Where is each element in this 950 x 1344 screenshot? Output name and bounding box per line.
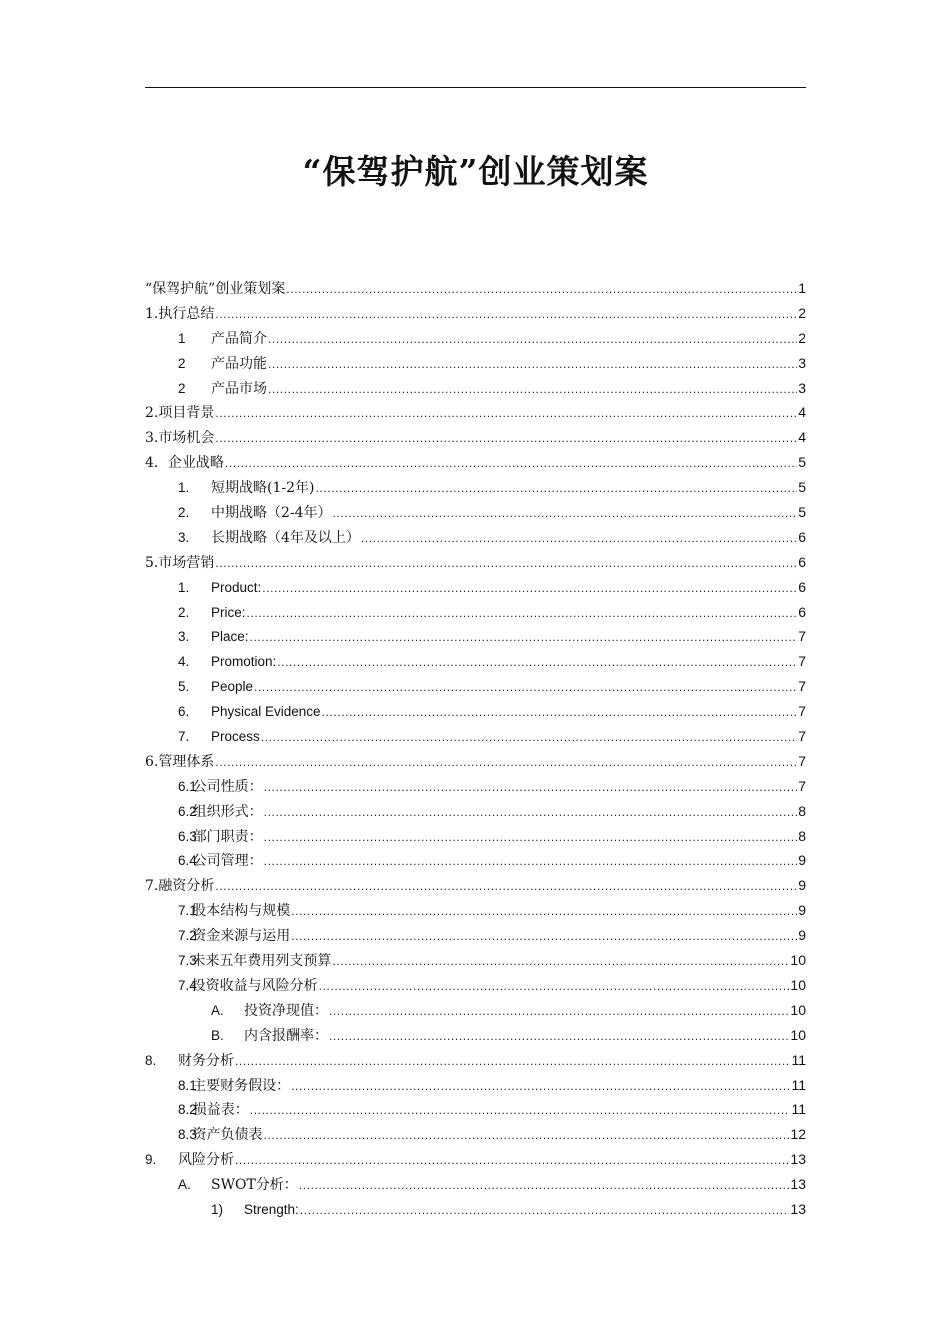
dot-leader <box>291 899 797 924</box>
toc-page-number: 9 <box>798 852 806 869</box>
dot-leader <box>264 800 798 825</box>
dot-leader <box>215 426 797 451</box>
toc-page-number: 4 <box>798 404 806 421</box>
dot-leader <box>300 1198 790 1223</box>
dot-leader <box>250 1098 791 1123</box>
toc-entry[interactable] <box>145 1122 806 1147</box>
toc-entry-title: 未来五年费用列支预算 <box>191 953 332 970</box>
toc-entry-title: Place: <box>211 629 249 645</box>
toc-page-number: 10 <box>790 1026 806 1043</box>
toc-entry[interactable] <box>145 998 806 1023</box>
toc-page-number: 13 <box>790 1151 806 1168</box>
toc-entry-number: 8.1 <box>178 1077 197 1093</box>
toc-entry-number: 6.3 <box>178 828 197 844</box>
toc-entry-number: 1 <box>178 330 186 346</box>
dot-leader <box>361 526 797 551</box>
toc-entry-number: 7.4 <box>178 977 197 993</box>
toc-entry-title: 公司管理： <box>192 853 263 870</box>
toc-entry-number: 2 <box>178 355 186 371</box>
toc-entry[interactable] <box>145 301 806 326</box>
toc-entry[interactable] <box>145 1048 806 1073</box>
dot-leader <box>329 999 789 1024</box>
toc-entry[interactable] <box>145 400 806 425</box>
toc-page-number: 6 <box>798 553 806 570</box>
toc-entry[interactable] <box>145 376 806 401</box>
toc-entry-number: 6. <box>178 704 190 720</box>
dot-leader <box>329 1024 789 1049</box>
toc-entry[interactable] <box>145 475 806 500</box>
dot-leader <box>268 327 797 352</box>
toc-page-number: 7 <box>798 752 806 769</box>
toc-page-number: 13 <box>790 1200 806 1217</box>
toc-entry-title: Price: <box>211 604 246 620</box>
toc-entry-number: 7.2 <box>178 928 197 944</box>
toc-entry-number: B. <box>211 1027 224 1043</box>
toc-entry-title: 产品市场 <box>211 380 267 397</box>
toc-page-number: 9 <box>798 927 806 944</box>
toc-entry[interactable] <box>145 351 806 376</box>
toc-entry[interactable] <box>145 848 806 873</box>
toc-entry[interactable] <box>145 1073 806 1098</box>
dot-leader <box>225 451 797 476</box>
toc-entry-title: Physical Evidence <box>211 704 321 720</box>
toc-entry[interactable] <box>145 600 806 625</box>
toc-entry-title: 产品功能 <box>211 355 267 372</box>
dot-leader <box>235 1049 790 1074</box>
toc-entry[interactable] <box>145 1097 806 1122</box>
dot-leader <box>319 974 790 999</box>
toc-entry-number: 3. <box>178 529 190 545</box>
toc-entry-title: 长期战略（4年及以上） <box>211 529 360 546</box>
toc-entry-title: 中期战略（2-4年） <box>211 505 332 522</box>
toc-page-number: 7 <box>798 678 806 695</box>
dot-leader <box>235 1148 789 1173</box>
dot-leader <box>264 1123 790 1148</box>
toc-entry-number: 2. <box>178 604 190 620</box>
toc-entry-title: 内含报酬率： <box>244 1027 328 1044</box>
toc-page-number: 9 <box>798 877 806 894</box>
dot-leader <box>215 750 797 775</box>
toc-entry-number: 9. <box>145 1152 157 1168</box>
toc-entry[interactable] <box>145 923 806 948</box>
toc-entry-title: 风险分析 <box>178 1152 234 1169</box>
toc-page-number: 5 <box>798 504 806 521</box>
dot-leader <box>215 401 797 426</box>
dot-leader <box>268 352 797 377</box>
toc-entry-number: 7. <box>178 729 190 745</box>
toc-page-number: 1 <box>798 280 806 296</box>
toc-entry[interactable] <box>145 649 806 674</box>
toc-entry-number: 1. <box>178 579 190 595</box>
dot-leader <box>264 825 798 850</box>
toc-entry[interactable] <box>145 1147 806 1172</box>
toc-page-number: 7 <box>798 653 806 670</box>
dot-leader <box>315 476 797 501</box>
toc-entry-title: 3.市场机会 <box>145 430 215 447</box>
toc-entry-title: “保驾护航”创业策划案 <box>145 281 286 297</box>
toc-entry-title: 7.融资分析 <box>145 878 215 895</box>
dot-leader <box>250 625 798 650</box>
toc-entry-number: A. <box>178 1177 191 1193</box>
toc-entry-title: 公司性质： <box>192 778 263 795</box>
toc-entry-title: Strength: <box>244 1201 299 1217</box>
toc-entry-title: 主要财务假设： <box>192 1077 291 1094</box>
toc-entry-title: 部门职责： <box>192 828 263 845</box>
toc-entry-number: 2 <box>178 380 186 396</box>
dot-leader <box>215 551 797 576</box>
toc-entry-number: 6.4 <box>178 853 197 869</box>
toc-entry[interactable] <box>145 898 806 923</box>
dot-leader <box>322 700 798 725</box>
toc-entry[interactable] <box>145 1197 806 1222</box>
toc-page-number: 7 <box>798 703 806 720</box>
toc-page-number: 9 <box>798 902 806 919</box>
toc-entry-title: 资金来源与运用 <box>192 928 291 945</box>
toc-entry[interactable] <box>145 500 806 525</box>
toc-page-number: 5 <box>798 479 806 496</box>
toc-entry[interactable] <box>145 624 806 649</box>
header-rule <box>145 87 806 88</box>
toc-entry[interactable] <box>145 699 806 724</box>
toc-entry-number: 7.1 <box>178 903 197 919</box>
toc-entry[interactable] <box>145 948 806 973</box>
toc-page-number: 11 <box>791 1076 806 1093</box>
dot-leader <box>277 650 797 675</box>
toc-entry-number: 8.2 <box>178 1102 197 1118</box>
toc-entry-number: 7.3 <box>178 953 197 969</box>
toc-entry-title: 财务分析 <box>178 1052 234 1069</box>
toc-entry-title: Process <box>211 729 260 745</box>
toc-entry-number: A. <box>211 1002 224 1018</box>
toc-entry-number: 8.3 <box>178 1127 197 1143</box>
toc-entry-title: 1.执行总结 <box>145 305 215 322</box>
toc-entry[interactable] <box>145 425 806 450</box>
toc-entry[interactable] <box>145 550 806 575</box>
toc-entry[interactable] <box>145 824 806 849</box>
document-title: “保驾护航”创业策划案 <box>302 152 649 191</box>
toc-entry-number: 1) <box>211 1201 224 1217</box>
toc-entry-title: Product: <box>211 579 262 595</box>
toc-page-number: 10 <box>790 952 806 969</box>
dot-leader <box>215 874 797 899</box>
toc-page-number: 3 <box>798 379 806 396</box>
dot-leader <box>299 1173 790 1198</box>
dot-leader <box>332 949 789 974</box>
toc-entry-number: 6.2 <box>178 803 197 819</box>
toc-entry-title: 损益表： <box>192 1102 249 1119</box>
toc-entry-number: 4. <box>178 654 190 670</box>
toc-page-number: 10 <box>790 1001 806 1018</box>
toc-page-number: 7 <box>798 628 806 645</box>
toc-entry-title: 2.项目背景 <box>145 405 215 422</box>
dot-leader <box>291 924 797 949</box>
toc-entry-title: 产品简介 <box>211 330 267 347</box>
toc-entry-number: 5. <box>178 679 190 695</box>
toc-entry[interactable] <box>145 973 806 998</box>
toc-entry[interactable] <box>145 1023 806 1048</box>
toc-entry-number: 3. <box>178 629 190 645</box>
dot-leader <box>264 775 798 800</box>
toc-entry-number: 2. <box>178 505 190 521</box>
toc-entry[interactable] <box>145 1172 806 1197</box>
toc-page-number: 11 <box>791 1051 806 1068</box>
toc-entry[interactable] <box>145 450 806 475</box>
toc-entry-number: 1. <box>178 480 190 496</box>
toc-entry-title: 资产负债表 <box>192 1127 263 1144</box>
dot-leader <box>291 1074 790 1099</box>
toc-entry-title: 5.市场营销 <box>145 554 215 571</box>
toc-entry-title: 4．企业战略 <box>145 455 224 472</box>
toc-page-number: 2 <box>798 304 806 321</box>
toc-page-number: 8 <box>798 827 806 844</box>
toc-entry[interactable] <box>145 276 806 301</box>
toc-entry[interactable] <box>145 873 806 898</box>
dot-leader <box>261 725 797 750</box>
toc-page-number: 11 <box>791 1101 806 1118</box>
toc-entry-title: 6.管理体系 <box>145 753 215 770</box>
dot-leader <box>268 377 797 402</box>
toc-entry-title: 股本结构与规模 <box>192 903 291 920</box>
toc-entry[interactable] <box>145 799 806 824</box>
toc-page-number: 5 <box>798 454 806 471</box>
toc-entry-title: 投资收益与风险分析 <box>191 977 318 994</box>
toc-entry-number: 6.1 <box>178 778 197 794</box>
toc-entry-title: 短期战略(1-2年) <box>211 480 315 497</box>
dot-leader <box>254 675 797 700</box>
toc-page-number: 6 <box>798 528 806 545</box>
toc-page-number: 6 <box>798 603 806 620</box>
toc-page-number: 7 <box>798 728 806 745</box>
toc-page-number: 2 <box>798 329 806 346</box>
dot-leader <box>247 601 798 626</box>
toc-entry[interactable] <box>145 674 806 699</box>
dot-leader <box>264 849 798 874</box>
toc-entry-title: People <box>211 679 254 695</box>
toc-entry[interactable] <box>145 575 806 600</box>
toc-entry-title: 投资净现值： <box>244 1002 328 1019</box>
toc-page-number: 7 <box>798 777 806 794</box>
toc-entry[interactable] <box>145 724 806 749</box>
toc-entry[interactable] <box>145 326 806 351</box>
toc-page-number: 3 <box>798 354 806 371</box>
dot-leader <box>286 277 797 302</box>
toc-page-number: 6 <box>798 578 806 595</box>
toc-page-number: 12 <box>790 1126 806 1143</box>
dot-leader <box>262 576 797 601</box>
toc-entry[interactable] <box>145 749 806 774</box>
toc-page-number: 8 <box>798 802 806 819</box>
toc-page-number: 10 <box>790 976 806 993</box>
table-of-contents <box>145 276 806 1222</box>
toc-page-number: 4 <box>798 429 806 446</box>
toc-entry[interactable] <box>145 774 806 799</box>
toc-entry-title: Promotion: <box>211 654 277 670</box>
toc-entry-number: 8. <box>145 1052 157 1068</box>
dot-leader <box>333 501 798 526</box>
toc-entry[interactable] <box>145 525 806 550</box>
toc-page-number: 13 <box>790 1176 806 1193</box>
toc-entry-title: 组织形式： <box>192 803 263 820</box>
toc-entry-title: SWOT分析： <box>211 1177 298 1194</box>
dot-leader <box>215 302 797 327</box>
